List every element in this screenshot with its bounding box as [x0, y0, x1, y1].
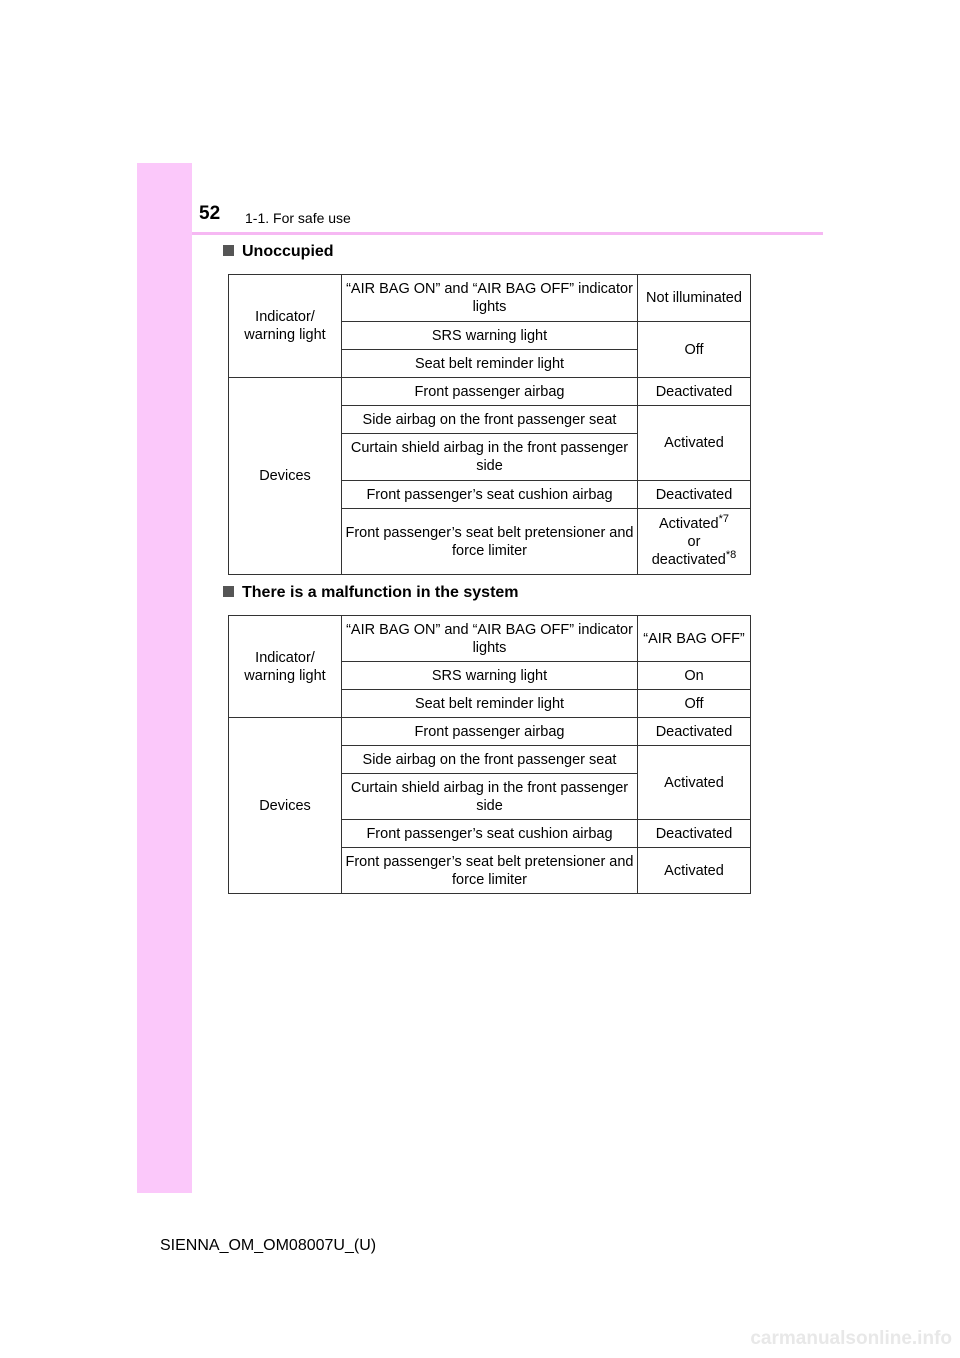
seatbelt-light-item: Seat belt reminder light — [342, 350, 638, 378]
srs-light-state: On — [638, 662, 751, 690]
cushion-airbag-item: Front passenger’s seat cushion airbag — [342, 820, 638, 848]
seatbelt-light-state: Off — [638, 690, 751, 718]
airbag-lights-item: “AIR BAG ON” and “AIR BAG OFF” indicator lights — [342, 616, 638, 662]
square-bullet-icon — [223, 245, 234, 256]
front-airbag-item: Front passenger airbag — [342, 718, 638, 746]
page-sidebar — [137, 163, 192, 1193]
side-airbag-item: Side airbag on the front passenger seat — [342, 406, 638, 434]
state-or: or — [687, 533, 701, 550]
section-title: 1-1. For safe use — [245, 210, 351, 226]
curtain-airbag-item: Curtain shield airbag in the front passenger side — [342, 434, 638, 481]
front-airbag-state: Deactivated — [638, 718, 751, 746]
footnote-ref: *8 — [725, 548, 737, 561]
side-airbag-item: Side airbag on the front passenger seat — [342, 746, 638, 774]
document-footer: SIENNA_OM_OM08007U_(U) — [160, 1237, 377, 1254]
table-row — [229, 275, 751, 322]
indicator-label: Indicator/ warning light — [229, 616, 342, 718]
indicator-label: Indicator/ warning light — [229, 275, 342, 378]
cushion-airbag-state: Deactivated — [638, 481, 751, 509]
cushion-airbag-item: Front passenger’s seat cushion airbag — [342, 481, 638, 509]
unoccupied-table — [228, 274, 751, 575]
table-row — [229, 616, 751, 662]
curtain-airbag-item: Curtain shield airbag in the front passenger side — [342, 774, 638, 820]
side-airbag-state: Activated — [638, 406, 751, 481]
airbag-lights-item: “AIR BAG ON” and “AIR BAG OFF” indicator lights — [342, 275, 638, 322]
pretensioner-state — [638, 509, 751, 575]
table-row — [229, 378, 751, 406]
state-deactivated: deactivated — [651, 551, 726, 568]
pretensioner-item: Front passenger’s seat belt pretensioner and force limiter — [342, 509, 638, 575]
heading-malfunction — [223, 584, 519, 602]
srs-light-item: SRS warning light — [342, 662, 638, 690]
front-airbag-item: Front passenger airbag — [342, 378, 638, 406]
heading-text: There is a malfunction in the system — [242, 584, 519, 601]
header-rule — [192, 232, 823, 235]
table-row — [229, 718, 751, 746]
square-bullet-icon — [223, 586, 234, 597]
heading-unoccupied — [223, 243, 334, 261]
pretensioner-item: Front passenger’s seat belt pretensioner and force limiter — [342, 848, 638, 894]
seatbelt-light-item: Seat belt reminder light — [342, 690, 638, 718]
malfunction-table — [228, 615, 751, 894]
state-activated: Activated — [658, 515, 719, 532]
footnote-ref: *7 — [718, 512, 730, 525]
devices-label: Devices — [229, 718, 342, 894]
srs-light-state: Off — [638, 322, 751, 378]
srs-light-item: SRS warning light — [342, 322, 638, 350]
airbag-lights-state: Not illuminated — [638, 275, 751, 322]
airbag-lights-state: “AIR BAG OFF” — [638, 616, 751, 662]
devices-label: Devices — [229, 378, 342, 575]
heading-text: Unoccupied — [242, 243, 334, 260]
cushion-airbag-state: Deactivated — [638, 820, 751, 848]
pretensioner-state: Activated — [638, 848, 751, 894]
side-airbag-state: Activated — [638, 746, 751, 820]
watermark: carmanualsonline.info — [750, 1328, 952, 1349]
front-airbag-state: Deactivated — [638, 378, 751, 406]
page-number: 52 — [199, 203, 221, 224]
